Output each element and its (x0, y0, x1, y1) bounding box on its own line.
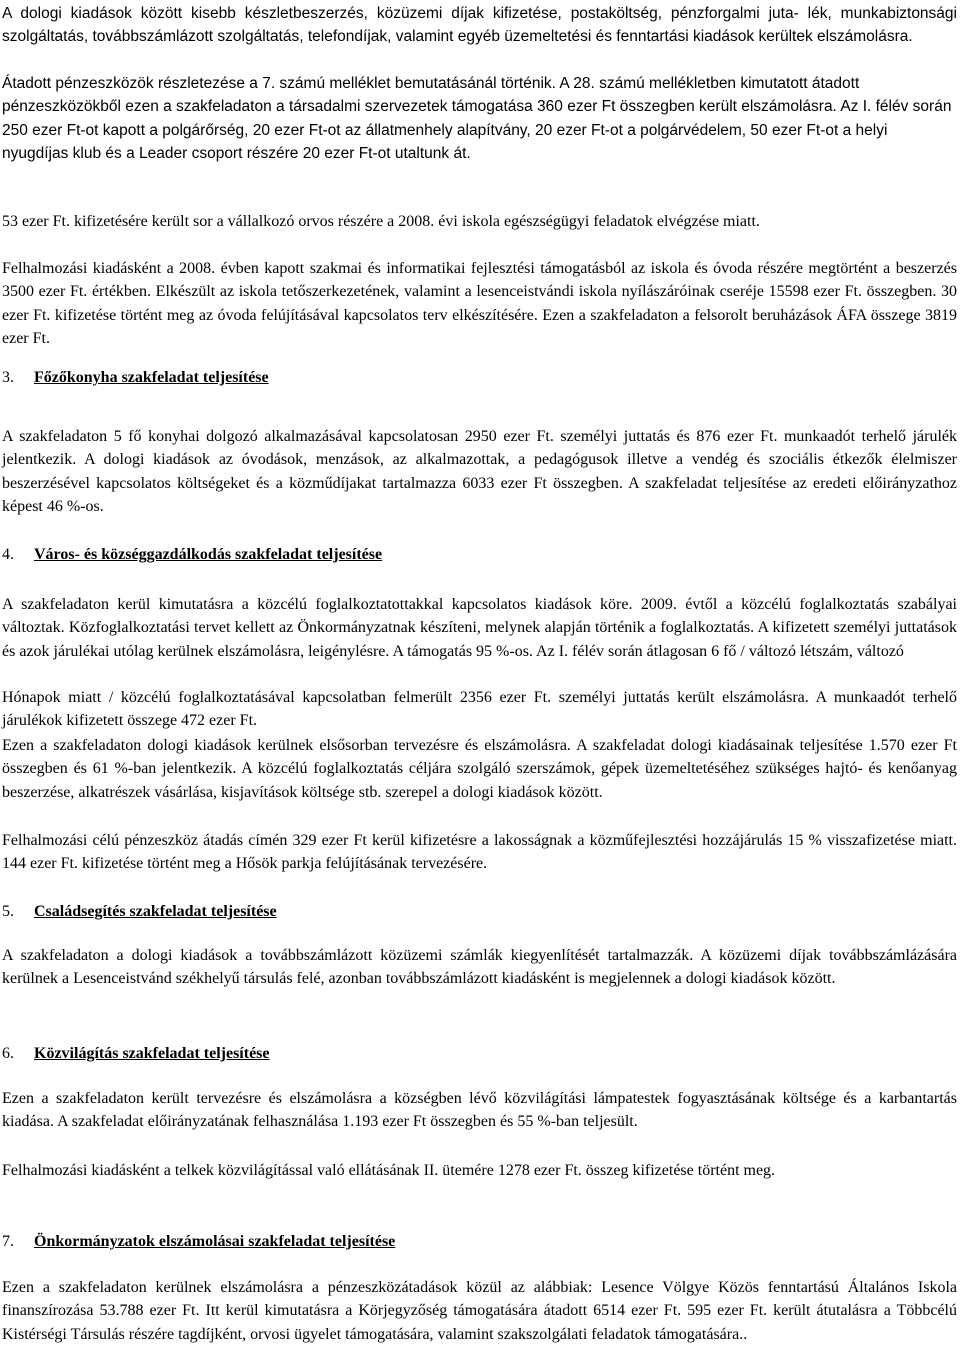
section-5-heading (2, 900, 957, 923)
section-5-title: Családsegítés szakfeladat teljesítése (34, 903, 277, 920)
section-6-paragraph-2: Felhalmozási kiadásként a telkek közvilágítással való ellátásának II. ütemére 1278 ezer Ft. összeg kifizetése történt meg. (2, 1162, 776, 1179)
intro-paragraph-2: Átadott pénzeszközök részletezése a 7. számú melléklet bemutatásánál történik. A 28. számú mellékletben kimutatott átadott pénzeszközökből ezen a szakfeladaton a társadalmi szervezetek támogatása 360 ezer Ft összegben került elszámolásra. Az I. félév során 250 ezer Ft-ot kapott a polgárőrség, 20 ezer Ft-ot az állatmenhely alapítvány, 20 ezer Ft-ot a polgárvédelem, 50 ezer Ft-ot a helyi nyugdíjas klub és a Leader csoport részére 20 ezer Ft-ot utaltunk át. (2, 75, 952, 163)
section-7-paragraph-1: Ezen a szakfeladaton kerülnek elszámolásra a pénzeszközátadások közül az alábbiak: Lesence Völgye Közös fenntartású Általános Iskola finanszírozása 53.788 ezer Ft. Itt kerül kimutatásra a Körjegyzőség támogatására átadott 6514 ezer Ft. 595 ezer Ft. került átutalásra a Többcélú Kistérségi Társulás részére tagdíjként, orvosi ügyelet támogatására, valamint szakszolgálati feladatok támogatására.. (2, 1279, 957, 1343)
section-4-paragraph-1: A szakfeladaton kerül kimutatásra a közcélú foglalkoztatottakkal kapcsolatos kiadások köre. 2009. évtől a közcélú foglalkoztatás szabályai változtak. Közfoglalkoztatási tervet kellett az Önkormányzatnak készíteni, melynek alapján történik a foglalkoztatás. A kifizetett személyi juttatások és azok járulékai utólag kerülnek elszámolásra, leigénylésre. A támogatás 95 %-os. Az I. félév során átlagosan 6 fő / változó létszám, változó (2, 596, 957, 660)
section-6-title: Közvilágítás szakfeladat teljesítése (34, 1045, 270, 1062)
intro-paragraph-1: A dologi kiadások között kisebb készletbeszerzés, közüzemi díjak kifizetése, postaköltség, pénzforgalmi juta- lék, munkabiztonsági szolgáltatás, továbbszámlázott szolgáltatás, telefondíjak, valamint egyéb üzemeltetési és fenntartási kiadások kerültek elszámolásra. (2, 5, 957, 46)
section-5-paragraph-1: A szakfeladaton a dologi kiadások a továbbszámlázott közüzemi számlák kiegyenlítését tartalmazzák. A közüzemi díjak továbbszámlázására kerülnek a Lesenceistvánd székhelyű társulás felé, azonban továbbszámlázott kiadásként is megjelennek a dologi kiadások között. (2, 947, 957, 988)
section-3-number: 3. (2, 369, 14, 386)
section-4-heading (2, 543, 957, 566)
section-3-paragraph-1: A szakfeladaton 5 fő konyhai dolgozó alkalmazásával kapcsolatosan 2950 ezer Ft. személyi juttatás és 876 ezer Ft. munkaadót terhelő járulék jelentkezik. A dologi kiadások az óvodások, menzások, az alkalmazottak, a pedagógusok illetve a vendég és szociális étkezők élelmiszer beszerzésével kapcsolatos költségeket és a közműdíjakat tartalmazza 6033 ezer Ft összegben. A szakfeladat teljesítése az eredeti előirányzathoz képest 46 %-os. (2, 428, 957, 516)
section-7-heading (2, 1230, 957, 1253)
intro-paragraph-4: Felhalmozási kiadásként a 2008. évben kapott szakmai és informatikai fejlesztési támogatásból az iskola és óvoda részére megtörtént a beszerzés 3500 ezer Ft. értékben. Elkészült az iskola tetőszerkezetének, valamint a lesenceistvándi iskola nyílászáróinak cseréje 15598 ezer Ft. összegben. 30 ezer Ft. kifizetése történt meg az óvoda felújításával kapcsolatos terv elkészítésére. Ezen a szakfeladaton a felsorolt beruházások ÁFA összege 3819 ezer Ft. (2, 260, 957, 348)
section-3-title: Főzőkonyha szakfeladat teljesítése (34, 369, 269, 386)
section-6-heading (2, 1042, 957, 1065)
section-7-number: 7. (2, 1233, 14, 1250)
section-4-paragraph-3: Ezen a szakfeladaton dologi kiadások kerülnek elsősorban tervezésre és elszámolásra. A szakfeladat dologi kiadásainak teljesítése 1.570 ezer Ft összegben és 61 %-ban jelentkezik. A közcélú foglalkoztatás céljára szolgáló szerszámok, gépek üzemeltetéséhez szükséges hajtó- és kenőanyag beszerzése, alkatrészek vásárlása, kisjavítások költsége stb. szerepel a dologi kiadások között. (2, 737, 957, 801)
section-4-paragraph-4: Felhalmozási célú pénzeszköz átadás címén 329 ezer Ft kerül kifizetésre a lakosságnak a közműfejlesztési hozzájárulás 15 % visszafizetése miatt. 144 ezer Ft. kifizetése történt meg a Hősök parkja felújításának tervezésére. (2, 832, 957, 873)
section-4-title: Város- és községgazdálkodás szakfeladat teljesítése (34, 546, 383, 563)
section-5-number: 5. (2, 903, 14, 920)
section-7-title: Önkormányzatok elszámolásai szakfeladat teljesítése (34, 1233, 396, 1250)
intro-paragraph-3: 53 ezer Ft. kifizetésére került sor a vállalkozó orvos részére a 2008. évi iskola egészségügyi feladatok elvégzése miatt. (2, 213, 760, 230)
section-4-number: 4. (2, 546, 14, 563)
section-6-paragraph-1: Ezen a szakfeladaton került tervezésre és elszámolásra a községben lévő közvilágítási lámpatestek fogyasztásának költsége és a karbantartás kiadása. A szakfeladat előirányzatának felhasználása 1.193 ezer Ft összegben és 55 %-ban teljesült. (2, 1090, 957, 1131)
section-4-paragraph-2: Hónapok miatt / közcélú foglalkoztatásával kapcsolatban felmerült 2356 ezer Ft. személyi juttatás került elszámolásra. A munkaadót terhelő járulékok kifizetett összege 472 ezer Ft. (2, 689, 957, 730)
section-3-heading (2, 366, 957, 389)
section-6-number: 6. (2, 1045, 14, 1062)
